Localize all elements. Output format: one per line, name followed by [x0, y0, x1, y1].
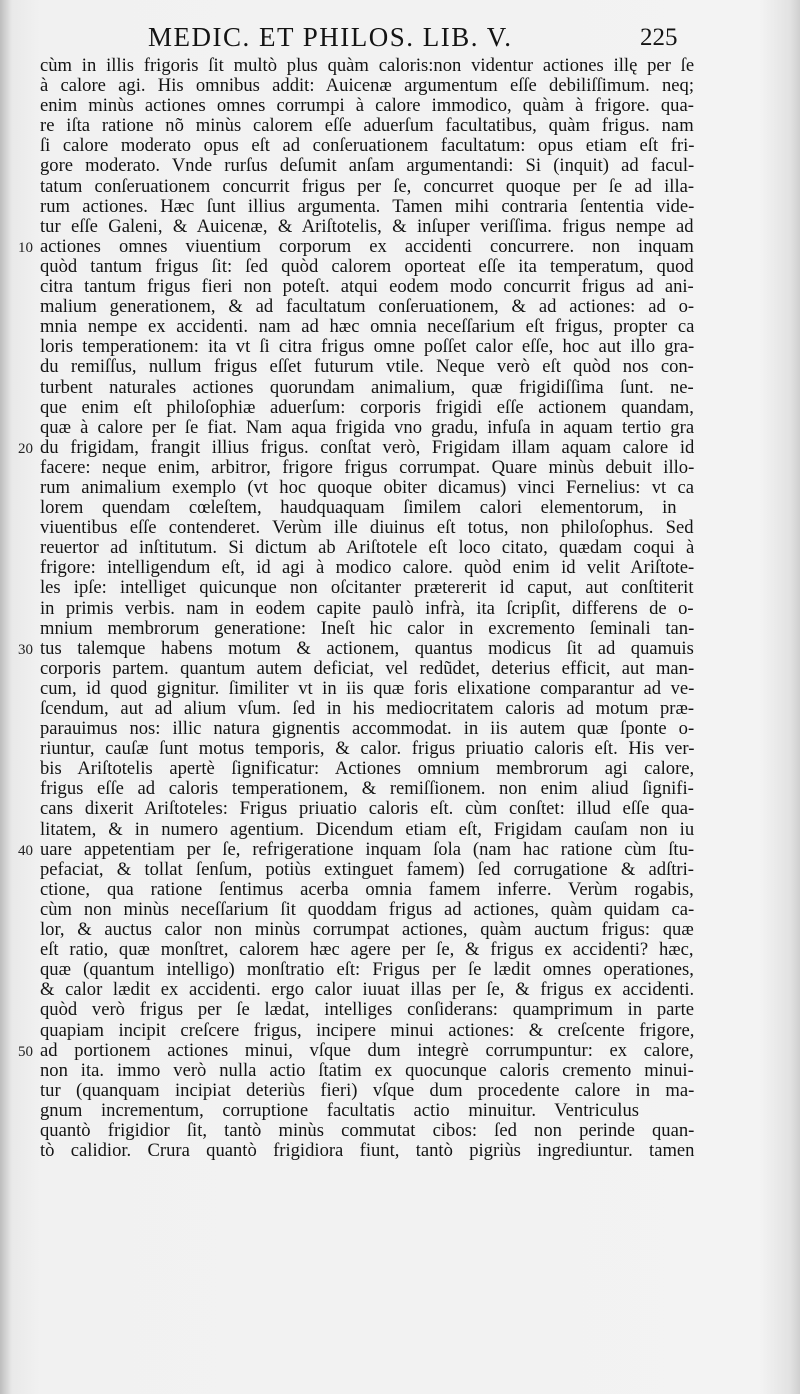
line-text: ad portionem actiones minui, vſque dum integrè corrumpuntur: ex calore, [40, 1039, 694, 1061]
line-text: corporis partem. quantum autem deficiat, vel redũdet, deterius efficit, aut man- [40, 657, 695, 679]
text-line [0, 458, 800, 478]
text-line [0, 257, 800, 277]
text-line [0, 1000, 800, 1020]
text-line [0, 237, 800, 257]
line-text: gore moderato. Vnde rurſus deſumit anſam argumentandi: Si (inquit) ad facul- [40, 155, 695, 177]
page-number: 225 [640, 24, 678, 51]
line-text: tò calidior. Crura quantò frigidiora fiunt, tantò pigriùs ingrediuntur. tamen [40, 1140, 695, 1162]
line-text: cùm non minùs neceſſarium ſit quoddam frigus ad actiones, quàm quidam ca- [40, 898, 695, 920]
text-line [0, 1081, 800, 1101]
line-text: tatum conſeruationem concurrit frigus per ſe, concurret quoque per ſe ad illa- [40, 175, 695, 197]
line-text: pefaciat, & tollat ſenſum, potiùs extinguet famem) ſed corrugatione & adſtri- [40, 858, 694, 880]
running-head: MEDIC. ET PHILOS. LIB. V. [148, 22, 513, 52]
text-line [0, 759, 800, 779]
line-text: enim minùs actiones omnes corrumpi à calore immodico, quàm à frigore. qua- [40, 95, 694, 117]
text-line [0, 337, 800, 357]
line-text: uare appetentiam per ſe, refrigeratione inquam ſola (nam hac ratione cùm ſtu- [40, 838, 695, 860]
text-line [0, 1121, 800, 1141]
text-line [0, 880, 800, 900]
line-number: 30 [18, 641, 33, 658]
line-text: du frigidam, frangit illius frigus. conſtat verò, Frigidam illam aquam calore id [40, 436, 695, 458]
text-line [0, 418, 800, 438]
text-line [0, 558, 800, 578]
text-line [0, 1021, 800, 1041]
line-text: mnium membrorum generatione: Ineſt hic calor in excremento ſeminali tan- [40, 617, 695, 639]
page-header [0, 16, 800, 56]
line-text: les ipſe: intelliget quicunque non oſcitanter prætererit id caput, aut conſtiterit [40, 577, 694, 599]
line-text: ſi calore moderato opus eſt ad conſeruationem facultatum: opus etiam eſt fri- [40, 135, 695, 157]
line-text: cans dixerit Ariſtoteles: Frigus priuatio caloris eſt. cùm conſtet: illud eſſe qua- [40, 798, 695, 820]
line-text: re iſta ratione nõ minùs calorem eſſe aduerſum facultatibus, quàm frigus. nam [40, 115, 694, 137]
line-text: & calor lædit ex accidenti. ergo calor iuuat illas per ſe, & frigus ex accidenti. [40, 979, 695, 1001]
line-text: in primis verbis. nam in eodem capite paulò infrà, ita ſcripſit, differens de o- [40, 597, 694, 619]
text-line [0, 779, 800, 799]
text-line [0, 799, 800, 819]
text-line [0, 860, 800, 880]
text-line [0, 719, 800, 739]
line-text: du remiſſus, nullum frigus eſſet futurum vtile. Neque verò eſt quòd nos con- [40, 356, 694, 378]
line-number: 10 [18, 239, 33, 256]
line-text: parauimus nos: illic natura gignentis accommodat. in iis autem quæ ſponte o- [40, 718, 695, 740]
text-line [0, 378, 800, 398]
text-line [0, 116, 800, 136]
text-line [0, 277, 800, 297]
line-text: mnia nempe ex accidenti. nam ad hæc omnia neceſſarium eſt frigus, propter ca [40, 316, 695, 338]
text-line [0, 699, 800, 719]
text-line [0, 980, 800, 1000]
line-number: 40 [18, 842, 33, 859]
line-number: 50 [18, 1043, 33, 1060]
line-text: bis Ariſtotelis apertè ſignificatur: Actiones omnium membrorum agi calore, [40, 758, 695, 780]
line-text: lor, & auctus calor non minùs corrumpat actiones, quàm auctum frigus: quæ [40, 919, 694, 941]
line-text: quæ (quantum intelligo) monſtratio eſt: Frigus per ſe lædit omnes operationes, [40, 959, 694, 981]
text-line [0, 1041, 800, 1061]
text-line [0, 1141, 800, 1161]
line-text: citra tantum frigus fieri non poteſt. atqui eodem modo concurrit frigus ad ani- [40, 276, 694, 298]
line-text: tur eſſe Galeni, & Auicenæ, & Ariſtotelis, & inſuper veriſſima. frigus nempe ad [40, 215, 694, 237]
text-line [0, 297, 800, 317]
text-line [0, 317, 800, 337]
line-text: turbent naturales actiones quorundam animalium, quæ frigidiſſima ſunt. ne- [40, 376, 694, 398]
text-line [0, 940, 800, 960]
text-line [0, 136, 800, 156]
text-line [0, 438, 800, 458]
text-line [0, 639, 800, 659]
text-line [0, 518, 800, 538]
line-text: actiones omnes viuentium corporum ex accidenti concurrere. non inquam [40, 235, 694, 257]
text-line [0, 357, 800, 377]
text-line [0, 56, 800, 76]
line-text: litatem, & in numero agentium. Dicendum etiam eſt, Frigidam cauſam non iu [40, 818, 695, 840]
line-text: frigus eſſe ad caloris temperationem, & remiſſionem. non enim aliud ſignifi- [40, 778, 694, 800]
line-text: reuertor ad inſtitutum. Si dictum ab Ariſtotele eſt loco citato, quædam coqui à [40, 537, 695, 559]
body-text [0, 56, 800, 1161]
text-line [0, 739, 800, 759]
text-line [0, 197, 800, 217]
line-text: frigore: intelligendum eſt, id agi à modico calore. quòd enim id velit Ariſtote- [40, 557, 695, 579]
line-text: lorem quendam cœleſtem, haudquaquam ſimilem calori elementorum, in [40, 497, 677, 519]
line-text: cum, id quod gignitur. ſimiliter vt in iis quæ foris elixatione comparantur ad ve- [40, 677, 695, 699]
line-text: quòd tantum frigus ſit: ſed quòd calorem oporteat eſſe ita temperatum, quod [40, 255, 694, 277]
text-line [0, 920, 800, 940]
text-line [0, 840, 800, 860]
line-text: tus talemque habens motum & actionem, quantus modicus ſit ad quamuis [40, 637, 694, 659]
line-text: rum actiones. Hæc ſunt illius argumenta. Tamen mihi contraria ſententia vide- [40, 195, 695, 217]
text-line [0, 538, 800, 558]
line-number: 20 [18, 440, 33, 457]
text-line [0, 820, 800, 840]
line-text: gnum incrementum, corruptione facultatis actio minuitur. Ventriculus [40, 1099, 639, 1121]
line-text: tur (quanquam incipiat deteriùs fieri) vſque dum procedente calore in ma- [40, 1079, 695, 1101]
line-text: eſt ratio, quæ monſtret, calorem hæc agere per ſe, & frigus ex accidenti? hæc, [40, 939, 694, 961]
line-text: ſcendum, aut ad alium vſum. ſed in his mediocritatem caloris ad motum præ- [40, 698, 695, 719]
line-text: loris temperationem: ita vt ſi citra frigus omne poſſet calor eſſe, hoc aut illo gra- [40, 336, 695, 358]
line-text: riuntur, cauſæ ſunt motus temporis, & calor. frigus priuatio caloris eſt. His ver- [40, 738, 695, 760]
text-line [0, 156, 800, 176]
line-text: à calore agi. His omnibus addit: Auicenæ argumentum eſſe debiliſſimum. neq; [40, 75, 695, 97]
line-text: malium generationem, & ad facultatum conſeruationem, & ad actiones: ad o- [40, 296, 695, 318]
text-line [0, 679, 800, 699]
text-line [0, 599, 800, 619]
text-line [0, 76, 800, 96]
line-text: quantò frigidior ſit, tantò minùs commutat cibos: ſed non perinde quan- [40, 1119, 695, 1141]
text-line [0, 960, 800, 980]
line-text: quæ à calore per ſe fiat. Nam aqua frigida vno gradu, infuſa in aquam tertio gra [40, 416, 695, 438]
text-line [0, 578, 800, 598]
line-text: cùm in illis frigoris ſit multò plus quàm caloris:non videntur actiones illę per ſe [40, 55, 695, 76]
line-text: ctione, qua ratione ſentimus acerba omnia famem inferre. Verùm rogabis, [40, 878, 694, 900]
text-line [0, 1101, 800, 1121]
line-text: non ita. immo verò nulla actio ſtatim ex quocunque caloris cremento minui- [40, 1059, 694, 1081]
line-text: facere: neque enim, arbitror, frigore frigus corrumpat. Quare minùs debuit illo- [40, 456, 695, 478]
text-line [0, 900, 800, 920]
text-line [0, 619, 800, 639]
text-line [0, 498, 800, 518]
line-text: rum animalium exemplo (vt hoc quoque obiter dicamus) vinci Fernelius: vt ca [40, 476, 694, 498]
text-line [0, 478, 800, 498]
line-text: quapiam incipit creſcere frigus, incipere minui actiones: & creſcente frigore, [40, 1019, 695, 1041]
text-line [0, 1061, 800, 1081]
line-text: viuentibus eſſe contenderet. Verùm ille diuinus eſt totus, non philoſophus. Sed [40, 517, 694, 539]
line-text: quòd verò frigus per ſe lædat, intelliges conſiderans: quamprimum in parte [40, 999, 695, 1021]
text-line [0, 177, 800, 197]
text-line [0, 96, 800, 116]
text-line [0, 217, 800, 237]
text-line [0, 659, 800, 679]
line-text: que enim eſt philoſophiæ aduerſum: corporis frigidi eſſe actionem quandam, [40, 396, 694, 418]
text-line [0, 398, 800, 418]
